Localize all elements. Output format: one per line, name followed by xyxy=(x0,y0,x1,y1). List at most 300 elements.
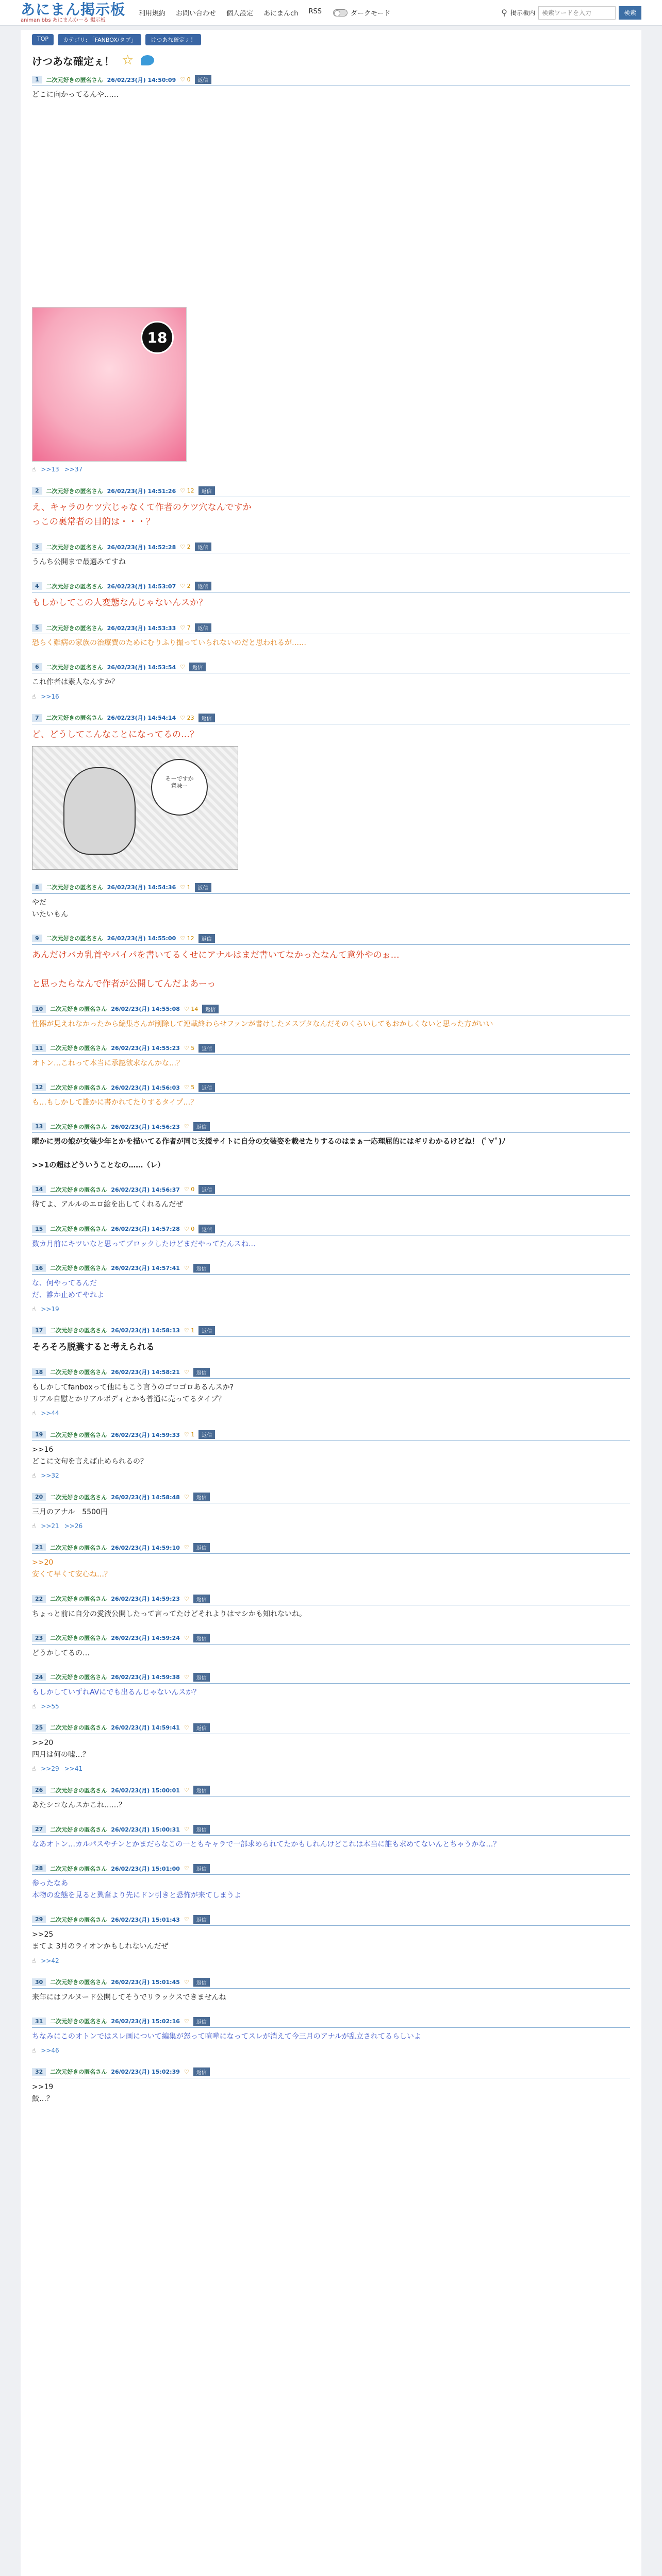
hand-icon: ☝ xyxy=(32,1702,36,1710)
heart-icon: ♡ xyxy=(184,1368,189,1376)
post-number[interactable]: 7 xyxy=(32,714,42,722)
post xyxy=(32,1493,630,1530)
post-number[interactable]: 11 xyxy=(32,1044,46,1052)
reply-button[interactable]: 返信 xyxy=(198,1044,215,1053)
post-date: 26/02/23(月) 14:55:08 xyxy=(111,1006,180,1013)
post-meta xyxy=(32,2067,630,2078)
like-button[interactable] xyxy=(180,583,190,589)
post-list xyxy=(32,75,630,2105)
post xyxy=(32,1368,630,1417)
post-meta xyxy=(32,1723,630,1734)
post-number[interactable]: 5 xyxy=(32,624,42,632)
post-body: もしかしてこの人変態なんじゃないんスか？ xyxy=(32,598,207,608)
post-meta xyxy=(32,543,630,553)
post-author: 二次元好きの匿名さん xyxy=(50,1226,107,1233)
post-meta xyxy=(32,883,630,894)
reply-button[interactable]: 返信 xyxy=(195,543,211,551)
like-button[interactable] xyxy=(184,1327,194,1334)
post-meta xyxy=(32,582,630,592)
like-count: 2 xyxy=(187,583,191,590)
post-number[interactable]: 27 xyxy=(32,1825,46,1833)
post-number[interactable]: 21 xyxy=(32,1544,46,1551)
post-number[interactable]: 28 xyxy=(32,1865,46,1872)
post xyxy=(32,623,630,649)
reply-button[interactable]: 返信 xyxy=(193,1825,210,1834)
like-button[interactable] xyxy=(180,76,190,83)
like-count: 23 xyxy=(187,714,194,721)
reply-ref-link[interactable]: >>13 xyxy=(41,466,59,473)
post-date: 26/02/23(月) 15:01:45 xyxy=(111,1979,180,1986)
post-author: 二次元好きの匿名さん xyxy=(46,76,103,83)
share-bird-icon[interactable] xyxy=(141,55,154,65)
post-author: 二次元好きの匿名さん xyxy=(50,2018,107,2025)
post-date: 26/02/23(月) 14:56:37 xyxy=(111,1186,180,1193)
post-number[interactable]: 3 xyxy=(32,543,42,551)
post-number[interactable]: 17 xyxy=(32,1327,46,1334)
reply-ref-link[interactable]: >>21 xyxy=(41,1522,59,1530)
like-button[interactable] xyxy=(180,487,194,494)
post-date: 26/02/23(月) 14:54:36 xyxy=(107,884,176,891)
reply-ref-link[interactable]: >>46 xyxy=(41,2046,59,2054)
reply-button[interactable]: 返信 xyxy=(193,1543,210,1552)
post-date: 26/02/23(月) 14:53:33 xyxy=(107,624,176,632)
post-meta xyxy=(32,934,630,945)
post-meta xyxy=(32,1326,630,1337)
reply-button[interactable]: 返信 xyxy=(193,1634,210,1642)
heart-icon: ♡ xyxy=(180,76,187,83)
favorite-star-icon[interactable]: ☆ xyxy=(122,53,134,68)
post-body: なあオトン…カルパスやチンとかまだらなこの一ともキャラで一部求められてたかもしれんけどこれは本当に誰も求めてないんとちゃうかな…？ xyxy=(32,1840,501,1849)
post-author: 二次元好きの匿名さん xyxy=(50,1865,107,1872)
post-body: ちょっと前に自分の愛液公開したって言ってたけどそれよりはマシかも知れないね。 xyxy=(32,1609,306,1618)
post-number[interactable]: 30 xyxy=(32,1978,46,1986)
post xyxy=(32,1915,630,1964)
like-count: 7 xyxy=(187,624,191,632)
post-number[interactable]: 20 xyxy=(32,1493,46,1501)
post-number[interactable]: 4 xyxy=(32,582,42,590)
post-meta xyxy=(32,1264,630,1275)
reply-button[interactable]: 返信 xyxy=(189,663,206,671)
hand-icon: ☝ xyxy=(32,2046,36,2054)
dark-mode-control[interactable] xyxy=(333,8,390,18)
like-button[interactable] xyxy=(184,2018,189,2025)
reply-button[interactable]: 返信 xyxy=(195,582,211,590)
post-body: もしかしていずれAVにでも出るんじゃないんスか？ xyxy=(32,1688,201,1697)
post-date: 26/02/23(月) 14:59:10 xyxy=(111,1544,180,1551)
search-button[interactable]: 検索 xyxy=(619,6,641,20)
reply-button[interactable]: 返信 xyxy=(198,1225,215,1233)
reply-button[interactable]: 返信 xyxy=(193,1493,210,1501)
reply-button[interactable]: 返信 xyxy=(198,934,215,943)
post-date: 26/02/23(月) 14:59:23 xyxy=(111,1596,180,1603)
reply-button[interactable]: 返信 xyxy=(193,1595,210,1603)
like-count: 1 xyxy=(191,1431,195,1438)
post-number[interactable]: 29 xyxy=(32,1916,46,1923)
dark-mode-toggle[interactable] xyxy=(333,9,347,16)
post-number[interactable]: 13 xyxy=(32,1123,46,1130)
like-button[interactable] xyxy=(184,1724,189,1731)
post-number[interactable]: 2 xyxy=(32,487,42,495)
post-number[interactable]: 14 xyxy=(32,1185,46,1193)
post-number[interactable]: 15 xyxy=(32,1225,46,1233)
like-button[interactable] xyxy=(184,1635,189,1641)
speech-bubble-text: そーですか 意味ー xyxy=(165,775,194,789)
heart-icon: ♡ xyxy=(184,1225,191,1232)
reply-button[interactable]: 返信 xyxy=(195,883,211,892)
reply-button[interactable]: 返信 xyxy=(193,1368,210,1377)
heart-icon: ♡ xyxy=(184,1431,191,1438)
reply-ref-link[interactable]: >>16 xyxy=(41,692,59,700)
post-body: ちなみにこのオトンではスレ画について編集が怒って喧嘩になってスレが消えて今三月のアナルが乱立されてるらしいよ xyxy=(32,2032,422,2041)
like-button[interactable] xyxy=(180,884,190,891)
like-button[interactable] xyxy=(184,1006,198,1012)
breadcrumb-thread[interactable]: けつあな確定ぇ！ xyxy=(145,34,201,45)
post-body: >>20 四月は何の嘘…？ xyxy=(32,1738,90,1759)
heart-icon: ♡ xyxy=(180,664,186,671)
heart-icon: ♡ xyxy=(184,1494,189,1501)
post-date: 26/02/23(月) 15:00:31 xyxy=(111,1826,180,1833)
post xyxy=(32,1083,630,1109)
post-author: 二次元好きの匿名さん xyxy=(46,583,103,590)
post-date: 26/02/23(月) 14:56:03 xyxy=(111,1084,180,1091)
post xyxy=(32,1430,630,1479)
post-body: ど、どうしてこんなことになってるの…？ xyxy=(32,729,198,740)
reply-refs xyxy=(32,2047,630,2054)
post-meta xyxy=(32,486,630,497)
like-button[interactable] xyxy=(184,1084,194,1091)
post-meta xyxy=(32,1005,630,1015)
reply-button[interactable]: 返信 xyxy=(193,1978,210,1987)
post-number[interactable]: 8 xyxy=(32,884,42,891)
post-meta xyxy=(32,1493,630,1503)
post-author: 二次元好きの匿名さん xyxy=(46,884,103,891)
post-meta xyxy=(32,1673,630,1684)
heart-icon: ♡ xyxy=(180,487,187,495)
like-button[interactable] xyxy=(184,1979,189,1986)
hand-icon: ☝ xyxy=(32,1472,36,1480)
like-button[interactable] xyxy=(184,1186,194,1193)
heart-icon: ♡ xyxy=(184,1005,191,1012)
reply-button[interactable]: 返信 xyxy=(193,2017,210,2026)
post-meta xyxy=(32,714,630,724)
post xyxy=(32,934,630,991)
logo-subtext: animan bbs あにまんかーる 掲示板 xyxy=(21,17,106,23)
reply-ref-link[interactable]: >>44 xyxy=(41,1410,59,1417)
reply-button[interactable]: 返信 xyxy=(193,1915,210,1924)
reply-button[interactable]: 返信 xyxy=(198,486,215,495)
post-body: 来年にはフルヌード公開してそうでリラックスできませんね xyxy=(32,1993,226,2002)
post-author: 二次元好きの匿名さん xyxy=(50,1369,107,1376)
logo-text[interactable]: あにまん掲示板 xyxy=(21,1,126,18)
like-button[interactable] xyxy=(184,1431,194,1438)
dark-mode-label: ダークモード xyxy=(351,10,391,18)
reply-ref-link[interactable]: >>55 xyxy=(41,1702,59,1710)
heart-icon: ♡ xyxy=(184,2068,189,2075)
post-date: 26/02/23(月) 14:59:41 xyxy=(111,1724,180,1732)
heart-icon: ♡ xyxy=(184,1787,189,1793)
post-body: どうかしてるの… xyxy=(32,1649,90,1657)
post-number[interactable]: 16 xyxy=(32,1264,46,1272)
like-count: 0 xyxy=(191,1186,195,1193)
heart-icon: ♡ xyxy=(184,1978,189,1986)
search-input[interactable] xyxy=(538,6,616,20)
post-date: 26/02/23(月) 14:59:33 xyxy=(111,1431,180,1438)
like-button[interactable] xyxy=(184,1596,189,1602)
like-button[interactable] xyxy=(184,1826,189,1833)
post xyxy=(32,1978,630,2004)
post-date: 26/02/23(月) 14:53:54 xyxy=(107,664,176,671)
reply-button[interactable]: 返信 xyxy=(195,75,211,84)
reply-refs xyxy=(32,1957,630,1964)
reply-button[interactable]: 返信 xyxy=(198,714,215,722)
like-button[interactable] xyxy=(184,1674,189,1681)
post-meta xyxy=(32,75,630,86)
reply-button[interactable]: 返信 xyxy=(198,1326,215,1335)
post-date: 26/02/23(月) 14:57:41 xyxy=(111,1265,180,1272)
like-button[interactable] xyxy=(184,1265,189,1272)
heart-icon: ♡ xyxy=(184,1634,189,1641)
post-date: 26/02/23(月) 15:01:00 xyxy=(111,1865,180,1872)
reply-ref-link[interactable]: >>32 xyxy=(41,1472,59,1480)
reply-button[interactable]: 返信 xyxy=(195,623,211,632)
post-date: 26/02/23(月) 14:57:28 xyxy=(111,1226,180,1233)
post xyxy=(32,714,630,870)
post-number[interactable]: 12 xyxy=(32,1083,46,1091)
reply-button[interactable]: 返信 xyxy=(193,1122,210,1131)
heart-icon: ♡ xyxy=(180,624,187,632)
like-button[interactable] xyxy=(184,1916,189,1923)
post-body: >>19 鮫…？ xyxy=(32,2082,54,2103)
nav-terms[interactable]: 利用規約 xyxy=(139,10,166,18)
reply-button[interactable]: 返信 xyxy=(198,1430,215,1439)
post xyxy=(32,1634,630,1659)
post xyxy=(32,2017,630,2054)
heart-icon: ♡ xyxy=(184,1865,189,1872)
post-author: 二次元好きの匿名さん xyxy=(50,1916,107,1923)
age-badge: 18 xyxy=(141,321,174,354)
post xyxy=(32,486,630,529)
post-author: 二次元好きの匿名さん xyxy=(50,1327,107,1334)
post-number[interactable]: 6 xyxy=(32,663,42,671)
post-meta xyxy=(32,1543,630,1554)
site-logo[interactable] xyxy=(21,3,125,23)
post-date: 26/02/23(月) 15:02:39 xyxy=(111,2069,180,2076)
post-date: 26/02/23(月) 14:58:13 xyxy=(111,1327,180,1334)
post-date: 26/02/23(月) 14:55:00 xyxy=(107,935,176,942)
reply-button[interactable]: 返信 xyxy=(198,1185,215,1194)
post-date: 26/02/23(月) 15:02:16 xyxy=(111,2018,180,2025)
post-meta xyxy=(32,1368,630,1379)
post-author: 二次元好きの匿名さん xyxy=(50,1084,107,1091)
hand-icon: ☝ xyxy=(32,1410,36,1417)
post-meta xyxy=(32,1786,630,1797)
like-button[interactable] xyxy=(184,1045,194,1052)
post-author: 二次元好きの匿名さん xyxy=(50,1674,107,1681)
like-button[interactable] xyxy=(184,1787,189,1793)
like-button[interactable] xyxy=(180,544,190,550)
reply-button[interactable]: 返信 xyxy=(193,1786,210,1794)
reply-button[interactable]: 返信 xyxy=(193,1264,210,1273)
post-body: >>20 安くて早くて安心ね…？ xyxy=(32,1558,111,1579)
like-count: 1 xyxy=(191,1327,195,1334)
reply-ref-link[interactable]: >>29 xyxy=(41,1765,59,1772)
post-meta xyxy=(32,1825,630,1836)
post xyxy=(32,1185,630,1211)
post-meta xyxy=(32,1122,630,1133)
post-body: これ作者は素人なんすか？ xyxy=(32,678,119,687)
heart-icon: ♡ xyxy=(184,1673,189,1681)
heart-icon: ♡ xyxy=(180,935,187,942)
post-number[interactable]: 26 xyxy=(32,1786,46,1794)
reply-ref-link[interactable]: >>19 xyxy=(41,1305,59,1313)
post-body: 三月のアナル 5500円 xyxy=(32,1508,108,1517)
manga-face xyxy=(63,767,136,855)
post-image[interactable] xyxy=(32,746,238,870)
post-author: 二次元好きの匿名さん xyxy=(50,1186,107,1193)
post-meta xyxy=(32,623,630,634)
post-body: そろそろ脱糞すると考えられる xyxy=(32,1342,155,1352)
post-meta xyxy=(32,1044,630,1055)
like-button[interactable] xyxy=(180,715,194,721)
post xyxy=(32,1122,630,1172)
reply-button[interactable]: 返信 xyxy=(193,1864,210,1873)
post-author: 二次元好きの匿名さん xyxy=(46,487,103,495)
search-scope-label: 掲示板内 xyxy=(510,9,535,16)
post-meta xyxy=(32,1915,630,1926)
post-number[interactable]: 22 xyxy=(32,1595,46,1603)
reply-button[interactable]: 返信 xyxy=(193,2067,210,2076)
post-number[interactable]: 1 xyxy=(32,76,42,83)
post-body: 曜かに男の娘が女装少年とかを描いてる作者が同じ支援サイトに自分の女装姿を載せたりするのはまぁ一応理屈的にはギリわかるけどね！ (ﾟ∀ﾟ)ﾉ >>1の超はどういうことなの……（レ） xyxy=(32,1138,506,1170)
post-number[interactable]: 19 xyxy=(32,1431,46,1438)
like-button[interactable] xyxy=(184,1494,189,1500)
like-button[interactable] xyxy=(184,1369,189,1376)
post-number[interactable]: 23 xyxy=(32,1634,46,1642)
post-date: 26/02/23(月) 14:52:28 xyxy=(107,544,176,551)
breadcrumb-category[interactable]: カテゴリ: 「FANBOX/タブ」 xyxy=(58,34,141,45)
post-body: >>25 まてよ 3月のライオンかもしれないんだぜ xyxy=(32,1930,169,1951)
post-meta xyxy=(32,1083,630,1094)
heart-icon: ♡ xyxy=(184,1595,189,1602)
reply-ref-link[interactable]: >>37 xyxy=(64,466,83,473)
reply-ref-link[interactable]: >>26 xyxy=(64,1522,83,1530)
reply-button[interactable]: 返信 xyxy=(193,1673,210,1682)
post-number[interactable]: 31 xyxy=(32,2018,46,2025)
post-body: 数カ月前にキツいなと思ってブロックしたけどまだやってたんスね… xyxy=(32,1240,256,1248)
post-author: 二次元好きの匿名さん xyxy=(50,1006,107,1013)
post xyxy=(32,1825,630,1851)
post-author: 二次元好きの匿名さん xyxy=(50,1635,107,1642)
post-meta xyxy=(32,1978,630,1989)
like-count: 0 xyxy=(187,76,191,83)
like-button[interactable] xyxy=(180,624,190,631)
heart-icon: ♡ xyxy=(180,544,187,551)
like-button[interactable] xyxy=(184,1123,189,1130)
post-number[interactable]: 10 xyxy=(32,1005,46,1013)
post-meta xyxy=(32,1225,630,1235)
like-button[interactable] xyxy=(184,2069,189,2075)
heart-icon: ♡ xyxy=(184,1544,189,1551)
post-date: 26/02/23(月) 15:01:43 xyxy=(111,1916,180,1923)
post-author: 二次元好きの匿名さん xyxy=(46,935,103,942)
like-count: 0 xyxy=(191,1225,195,1232)
post xyxy=(32,883,630,921)
post-date: 26/02/23(月) 14:51:26 xyxy=(107,487,176,495)
post xyxy=(32,1543,630,1581)
post-body: もしかしてfanboxって他にもこう言うのゴロゴロあるんスか? リアル自慰とかリアルボディとかも普通に売ってるタイプ？ xyxy=(32,1383,234,1403)
hand-icon: ☝ xyxy=(32,1765,36,1772)
reply-ref-link[interactable]: >>42 xyxy=(41,1957,59,1964)
post xyxy=(32,582,630,610)
like-count: 5 xyxy=(191,1044,195,1052)
reply-ref-link[interactable]: >>41 xyxy=(64,1765,83,1772)
like-button[interactable] xyxy=(180,935,194,942)
nav-settings[interactable]: 個人設定 xyxy=(226,10,254,18)
heart-icon: ♡ xyxy=(180,884,187,891)
post-date: 26/02/23(月) 15:00:01 xyxy=(111,1787,180,1794)
post-number[interactable]: 25 xyxy=(32,1724,46,1732)
post-author: 二次元好きの匿名さん xyxy=(50,1979,107,1986)
nav-rss[interactable]: RSS xyxy=(308,8,322,15)
nav-animanch[interactable]: あにまんch xyxy=(263,10,299,18)
post xyxy=(32,1326,630,1354)
heart-icon: ♡ xyxy=(184,2018,189,2025)
post-number[interactable]: 24 xyxy=(32,1673,46,1681)
post-author: 二次元好きの匿名さん xyxy=(50,1724,107,1732)
breadcrumb-top[interactable]: TOP xyxy=(32,34,54,45)
post-body: オトン…これって本当に承認欲求なんかな…？ xyxy=(32,1059,184,1067)
post-author: 二次元好きの匿名さん xyxy=(50,1431,107,1438)
like-count: 2 xyxy=(187,544,191,551)
reply-button[interactable]: 返信 xyxy=(198,1083,215,1092)
like-button[interactable] xyxy=(184,1865,189,1872)
post-body: あんだけバカ乳首やパイパを書いてるくせにアナルはまだ書いてなかったなんて意外やのぉ… と思ったらなんで作者が公開してんだよあーっ xyxy=(32,950,400,989)
like-button[interactable] xyxy=(180,664,185,670)
post xyxy=(32,1786,630,1811)
post-body: 恐らく難病の家族の治療費のためにむりふり撮っていられないのだと思われるが…… xyxy=(32,639,306,648)
thread-title xyxy=(32,53,630,68)
reply-refs xyxy=(32,1306,630,1313)
post-body: な、何やってるんだ だ、誰か止めてやれよ xyxy=(32,1279,104,1299)
top-nav xyxy=(139,8,322,18)
heart-icon: ♡ xyxy=(180,714,187,721)
post-date: 26/02/23(月) 14:58:48 xyxy=(111,1494,180,1501)
post xyxy=(32,1673,630,1710)
post-number[interactable]: 9 xyxy=(32,935,42,942)
thread-content xyxy=(21,30,641,2576)
post-date: 26/02/23(月) 14:59:24 xyxy=(111,1635,180,1642)
post xyxy=(32,1864,630,1902)
post-date: 26/02/23(月) 14:50:09 xyxy=(107,76,176,83)
post-author: 二次元好きの匿名さん xyxy=(50,1596,107,1603)
post xyxy=(32,1723,630,1772)
nav-contact[interactable]: お問い合わせ xyxy=(176,10,217,18)
like-button[interactable] xyxy=(184,1226,194,1232)
reply-button[interactable]: 返信 xyxy=(202,1005,219,1013)
like-count: 1 xyxy=(187,884,191,891)
post-author: 二次元好きの匿名さん xyxy=(50,1544,107,1551)
post-body: も…もしかして誰かに書かれてたりするタイプ…？ xyxy=(32,1098,198,1107)
like-button[interactable] xyxy=(184,1544,189,1551)
post-number[interactable]: 32 xyxy=(32,2068,46,2076)
post-number[interactable]: 18 xyxy=(32,1368,46,1376)
like-count: 14 xyxy=(191,1005,198,1012)
post-author: 二次元好きの匿名さん xyxy=(46,544,103,551)
post-image[interactable] xyxy=(32,307,187,462)
reply-button[interactable]: 返信 xyxy=(193,1723,210,1732)
post xyxy=(32,663,630,700)
heart-icon: ♡ xyxy=(184,1186,191,1193)
